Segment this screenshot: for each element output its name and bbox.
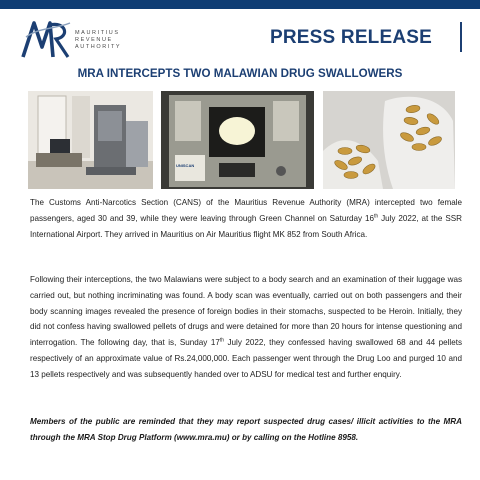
para2-text-b: July 2022, they confessed having swallowed 68 and 44 pellets respectively of an approximate value of Rs.24,000,000. Each passenger went through the Drug Loo and purged 10 and 13 pellets respectively and was subsequently handed over to ADSU for medical test and further enquiry. [30, 338, 462, 379]
headline: MRA INTERCEPTS TWO MALAWIAN DRUG SWALLOWERS [77, 67, 403, 80]
para2-text-a: Following their interceptions, the two Malawians were subject to a body search and an examination of their luggage was carried out, but nothing incriminating was found. A body scan was eventually, carried out on both passengers and their body scanning images revealed the presence of foreign bodies in their stomachs, suspected to be Heroin. Initially, they did not confess having swallowed pellets of drugs and were detained for more than 20 hours for intense questioning and interrogation. The following day, that is, Sunday 17 [30, 275, 462, 348]
title-divider [460, 22, 462, 52]
para2-sup: th [219, 337, 224, 344]
paragraph-2 [30, 272, 462, 383]
photo-scanner-monitor [161, 91, 314, 189]
logo-line-1: MAURITIUS [75, 30, 120, 36]
photo-drug-pellets [323, 91, 455, 189]
drug-pellets-in-gloves-icon [323, 91, 455, 189]
press-release-title: PRESS RELEASE [270, 27, 433, 48]
monitor-label: UNISCAN [176, 163, 195, 168]
para1-sup: th [373, 213, 379, 220]
paragraph-3-notice: Members of the public are reminded that they may report suspected drug cases/ illicit activities to the MRA through the MRA Stop Drug Platform (www.mra.mu) or by calling on the Hotline 8958. [30, 417, 462, 442]
mra-logo-icon [20, 17, 76, 61]
logo-line-2: REVENUE [75, 37, 113, 43]
para1-text-b: July 2022, at the SSR International Airport. They arrived in Mauritius on Air Mauritius flight MK 852 from South Africa. [30, 213, 462, 239]
paragraph-1 [30, 195, 462, 242]
top-banner-bar [0, 0, 480, 9]
scanner-monitor-screen-icon [161, 91, 314, 189]
logo-wordmark [75, 30, 121, 51]
photo-body-scanner [28, 91, 153, 189]
body-scanner-machine-icon [28, 91, 153, 189]
para1-text-a: The Customs Anti-Narcotics Section (CANS) of the Mauritius Revenue Authority (MRA) intercepted two female passengers, aged 30 and 39, while they were leaving through Green Channel on Saturday 16 [30, 198, 462, 223]
mra-logo [20, 17, 120, 61]
logo-line-3: AUTHORITY [75, 44, 122, 50]
